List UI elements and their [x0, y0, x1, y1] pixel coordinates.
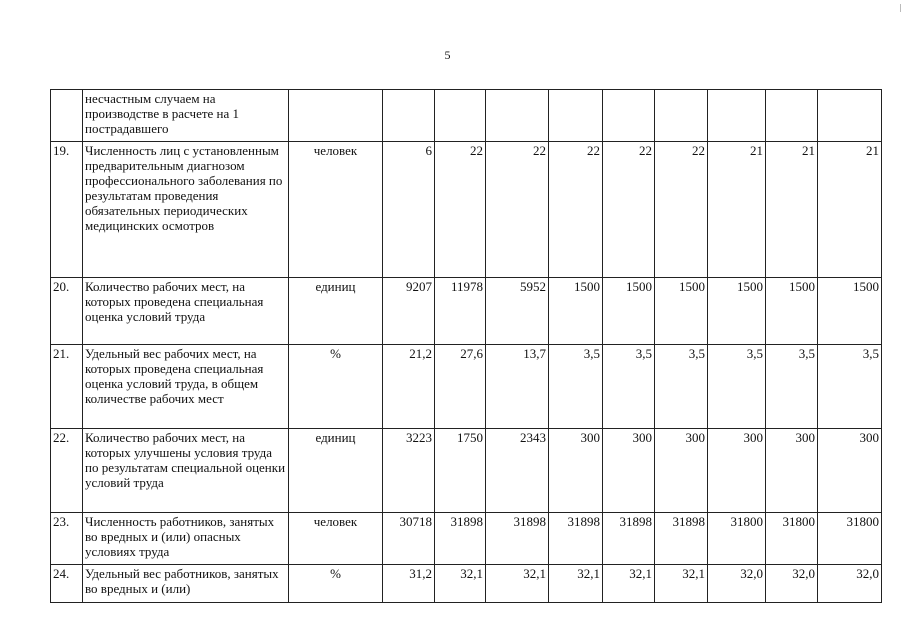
value-cell: 3,5	[549, 345, 603, 429]
value-cell: 27,6	[435, 345, 486, 429]
row-number-cell: 24.	[51, 565, 83, 603]
value-cell: 21	[766, 142, 818, 278]
value-cell: 32,1	[603, 565, 655, 603]
value-cell: 31800	[818, 513, 882, 565]
value-cell: 13,7	[486, 345, 549, 429]
row-number-cell: 19.	[51, 142, 83, 278]
value-cell: 6	[383, 142, 435, 278]
value-cell: 2343	[486, 429, 549, 513]
value-cell: 21,2	[383, 345, 435, 429]
value-cell: 22	[603, 142, 655, 278]
indicator-name-cell: Численность лиц с установленным предварительным диагнозом профессионального заболевания по результатам проведения обязательных периодических медицинских осмотров	[83, 142, 289, 278]
value-cell: 3,5	[708, 345, 766, 429]
unit-cell: %	[289, 345, 383, 429]
scan-mark	[900, 4, 901, 12]
unit-cell	[289, 90, 383, 142]
indicator-name-cell: Численность работников, занятых во вредных и (или) опасных условиях труда	[83, 513, 289, 565]
table-row	[51, 429, 882, 513]
value-cell	[383, 90, 435, 142]
value-cell: 3223	[383, 429, 435, 513]
value-cell: 1500	[655, 278, 708, 345]
value-cell: 22	[549, 142, 603, 278]
unit-cell: человек	[289, 513, 383, 565]
value-cell: 32,1	[549, 565, 603, 603]
unit-cell: %	[289, 565, 383, 603]
value-cell: 31898	[435, 513, 486, 565]
value-cell: 31898	[549, 513, 603, 565]
indicator-name-cell: Удельный вес рабочих мест, на которых проведена специальная оценка условий труда, в общем количестве рабочих мест	[83, 345, 289, 429]
table-row	[51, 90, 882, 142]
indicator-name-cell: Количество рабочих мест, на которых проведена специальная оценка условий труда	[83, 278, 289, 345]
value-cell: 21	[818, 142, 882, 278]
value-cell: 300	[708, 429, 766, 513]
value-cell: 32,1	[486, 565, 549, 603]
value-cell: 1750	[435, 429, 486, 513]
value-cell: 31,2	[383, 565, 435, 603]
value-cell: 32,1	[655, 565, 708, 603]
value-cell	[486, 90, 549, 142]
value-cell: 30718	[383, 513, 435, 565]
value-cell: 31800	[766, 513, 818, 565]
value-cell: 9207	[383, 278, 435, 345]
value-cell: 32,1	[435, 565, 486, 603]
value-cell	[549, 90, 603, 142]
value-cell	[818, 90, 882, 142]
table-row	[51, 513, 882, 565]
row-number-cell: 23.	[51, 513, 83, 565]
value-cell: 1500	[603, 278, 655, 345]
row-number-cell: 21.	[51, 345, 83, 429]
table-body	[51, 90, 882, 603]
value-cell: 31898	[655, 513, 708, 565]
value-cell: 22	[435, 142, 486, 278]
value-cell: 3,5	[818, 345, 882, 429]
value-cell: 300	[655, 429, 708, 513]
value-cell: 1500	[818, 278, 882, 345]
value-cell: 3,5	[766, 345, 818, 429]
value-cell: 31800	[708, 513, 766, 565]
value-cell: 300	[549, 429, 603, 513]
row-number-cell: 22.	[51, 429, 83, 513]
table-row	[51, 345, 882, 429]
value-cell	[708, 90, 766, 142]
row-number-cell: 20.	[51, 278, 83, 345]
unit-cell: единиц	[289, 278, 383, 345]
value-cell: 31898	[603, 513, 655, 565]
table-row	[51, 278, 882, 345]
indicator-name-cell: Количество рабочих мест, на которых улучшены условия труда по результатам специальной оценки условий труда	[83, 429, 289, 513]
value-cell: 22	[655, 142, 708, 278]
value-cell: 5952	[486, 278, 549, 345]
indicator-name-cell: несчастным случаем на производстве в расчете на 1 пострадавшего	[83, 90, 289, 142]
value-cell	[603, 90, 655, 142]
indicators-table	[50, 89, 882, 603]
row-number-cell	[51, 90, 83, 142]
value-cell: 11978	[435, 278, 486, 345]
value-cell: 300	[818, 429, 882, 513]
unit-cell: единиц	[289, 429, 383, 513]
value-cell: 3,5	[603, 345, 655, 429]
value-cell: 22	[486, 142, 549, 278]
value-cell	[655, 90, 708, 142]
table-row	[51, 565, 882, 603]
value-cell: 32,0	[766, 565, 818, 603]
value-cell: 21	[708, 142, 766, 278]
value-cell	[766, 90, 818, 142]
value-cell: 1500	[549, 278, 603, 345]
value-cell: 1500	[766, 278, 818, 345]
unit-cell: человек	[289, 142, 383, 278]
value-cell: 32,0	[818, 565, 882, 603]
value-cell: 1500	[708, 278, 766, 345]
value-cell	[435, 90, 486, 142]
value-cell: 300	[603, 429, 655, 513]
table-row	[51, 142, 882, 278]
value-cell: 300	[766, 429, 818, 513]
value-cell: 32,0	[708, 565, 766, 603]
value-cell: 31898	[486, 513, 549, 565]
value-cell: 3,5	[655, 345, 708, 429]
page-number: 5	[444, 48, 451, 62]
indicator-name-cell: Удельный вес работников, занятых во вредных и (или)	[83, 565, 289, 603]
